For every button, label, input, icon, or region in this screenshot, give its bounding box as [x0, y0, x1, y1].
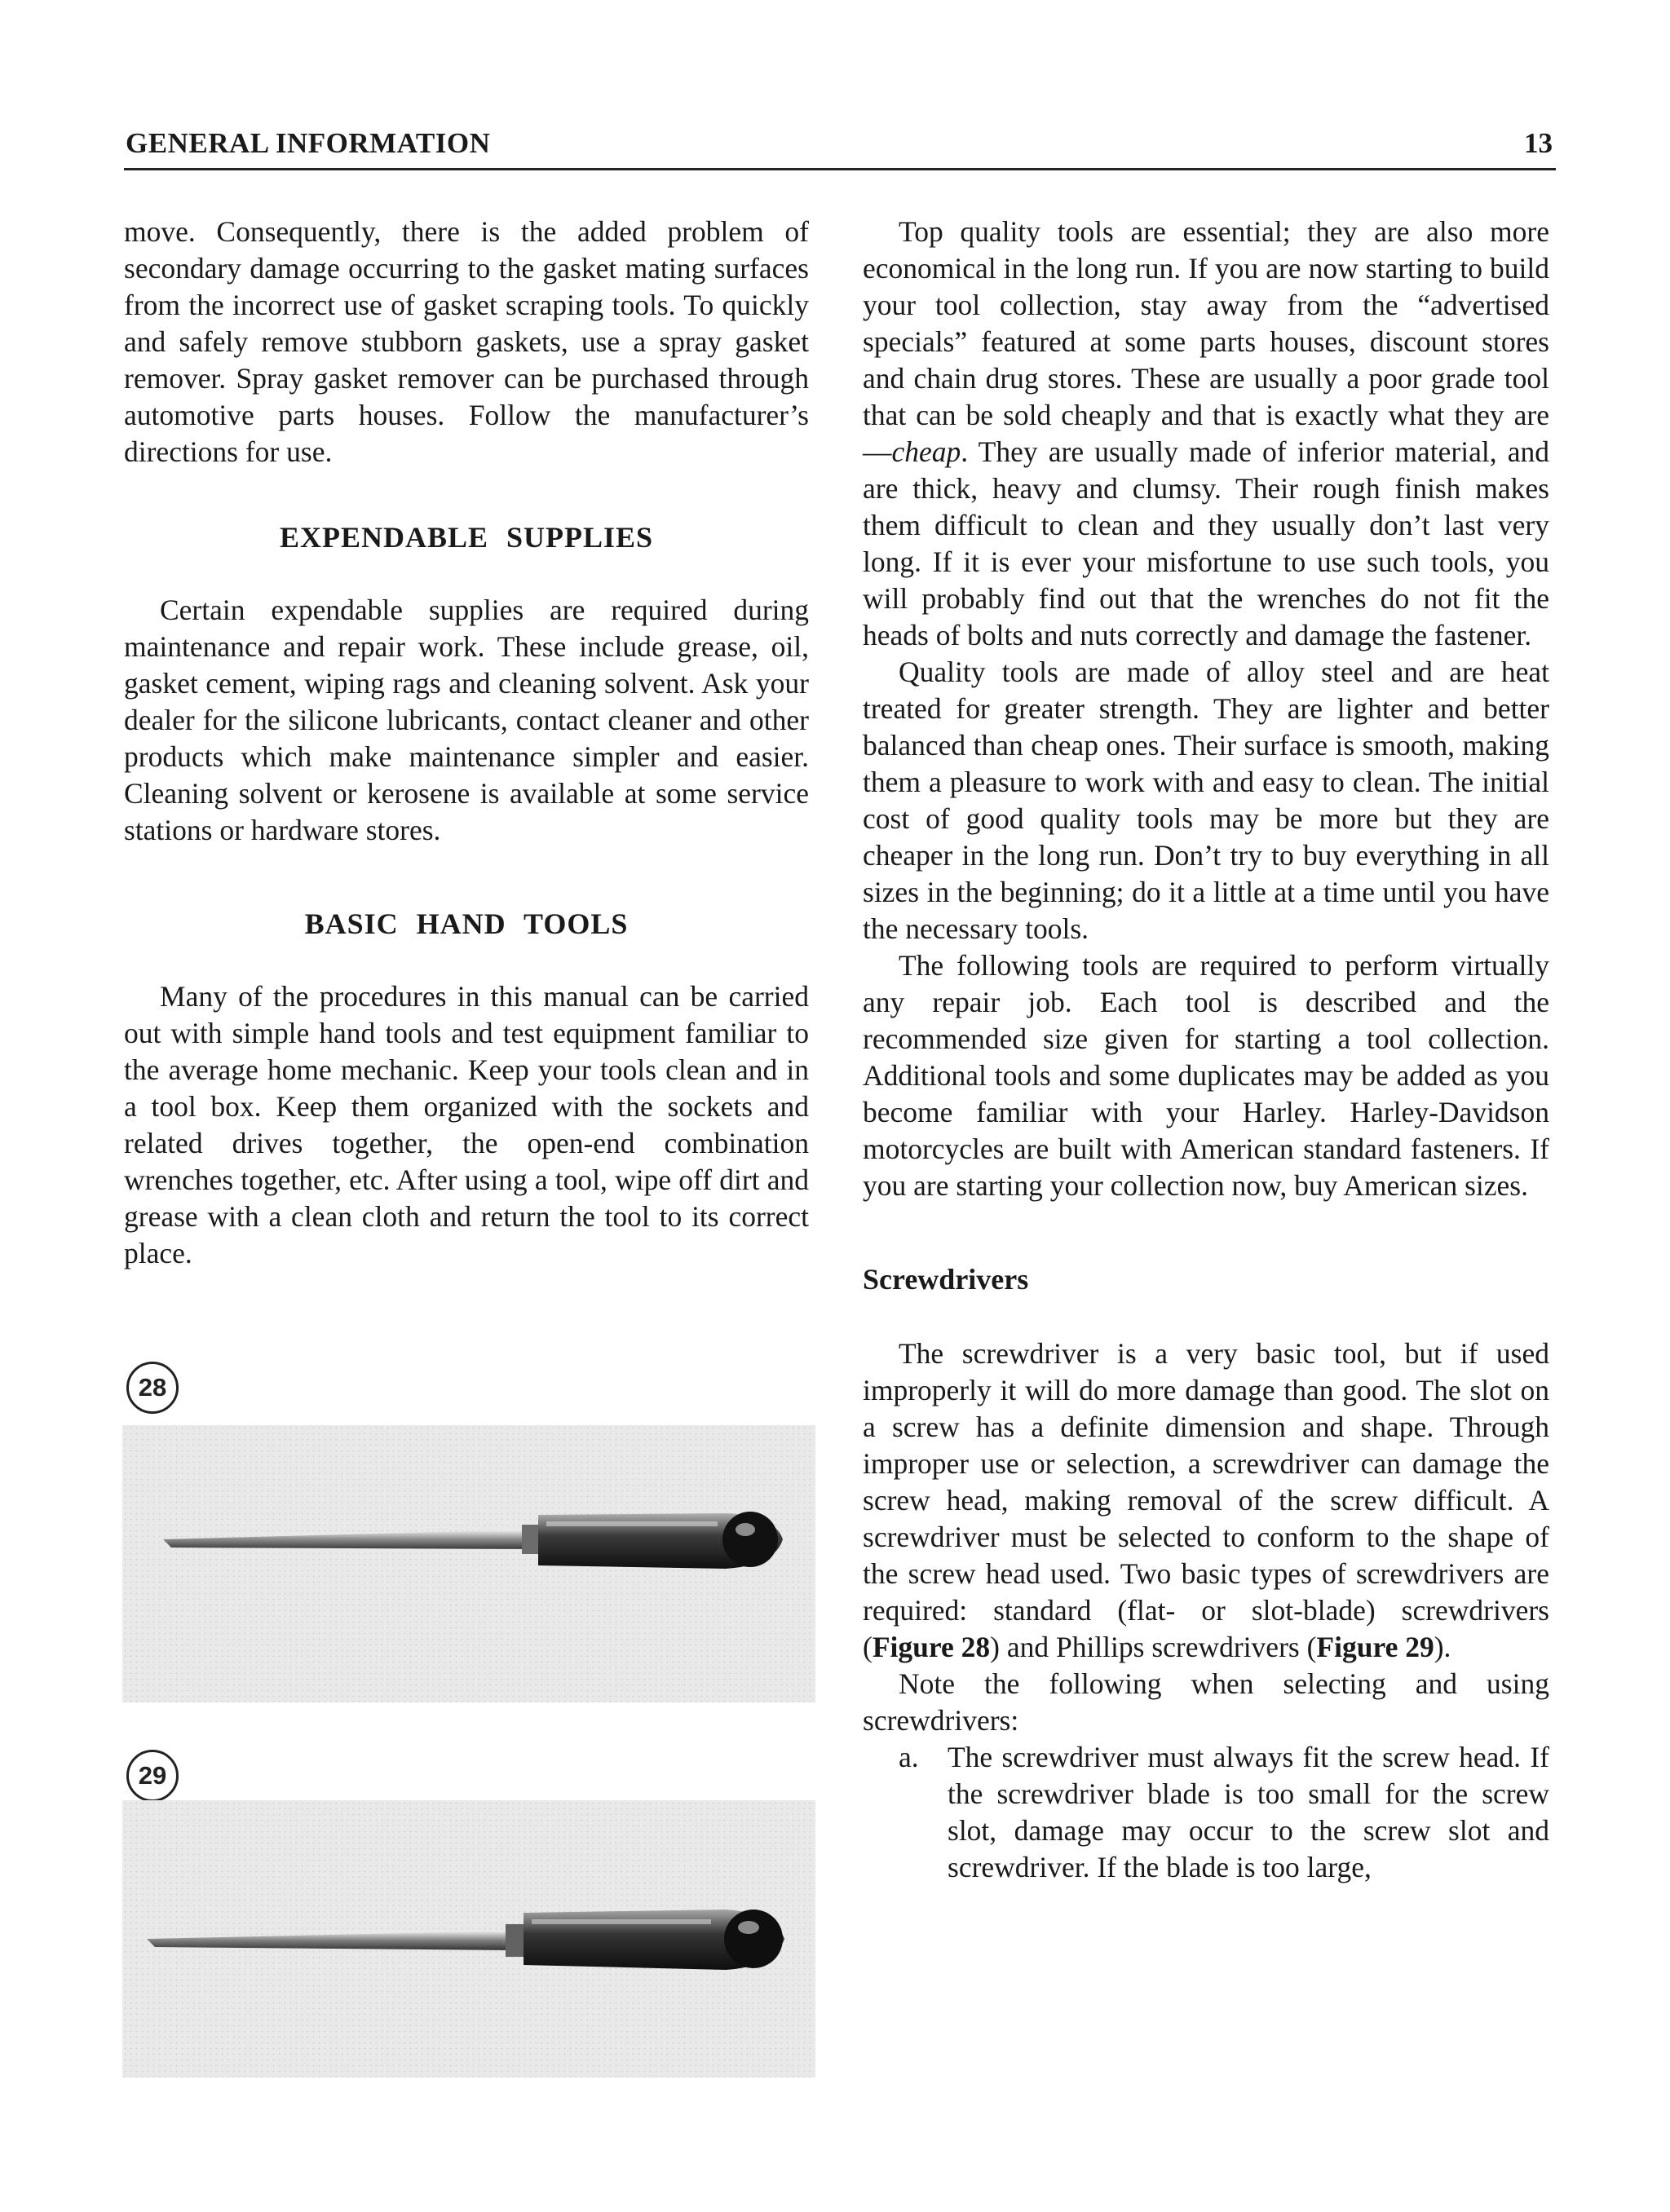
figure-28-reference: Figure 28	[872, 1631, 991, 1663]
basic-hand-tools-heading: BASIC HAND TOOLS	[304, 907, 629, 940]
quality-tools-paragraph	[863, 214, 1549, 654]
flat-screwdriver-image	[122, 1425, 815, 1702]
figure-29-photo	[122, 1800, 815, 2077]
list-item	[899, 1739, 1549, 1886]
figure-28-number: 28	[126, 1362, 179, 1414]
emphasis-cheap: cheap	[891, 435, 961, 468]
note-paragraph: Note the following when selecting and using screwdrivers:	[863, 1667, 1549, 1737]
screwdriver-text: The screwdriver is a very basic tool, but if used improperly it will do more damage than good. The slot on a screw has a definite dimension and shape. Through improper use or selection, a screwdriver can damage the screw head, making removal of the screw difficult. A screwdriver must be selected to conform to the shape of the screw head used. Two basic types of screwdrivers are required: standard (flat- or slot-blade) screwdrivers (	[863, 1337, 1549, 1663]
basic-hand-tools-paragraph: Many of the procedures in this manual can be carried out with simple hand tools and test equipment familiar to the average home mechanic. Keep your tools clean and in a tool box. Keep them organized with the sockets and related drives together, the open-end combination wrenches together, etc. After using a tool, wipe off dirt and grease with a clean cloth and return the tool to its correct place.	[124, 980, 809, 1269]
screwdriver-text-end: ).	[1434, 1631, 1451, 1663]
left-column	[124, 214, 809, 1272]
screwdrivers-heading: Screwdrivers	[863, 1263, 1029, 1296]
list-item-text: The screwdriver must always fit the screw head. If the screwdriver blade is too small for the screw slot, damage may occur to the screw slot and screwdriver. If the blade is too large,	[948, 1741, 1549, 1883]
expendable-supplies-heading: EXPENDABLE SUPPLIES	[279, 521, 654, 554]
header-title: GENERAL INFORMATION	[126, 127, 491, 159]
required-tools-paragraph: The following tools are required to perform virtually any repair job. Each tool is described and the recommended size given for starting a tool collection. Additional tools and some duplicates may be added as you become familiar with your Harley. Harley-Davidson motorcycles are built with American standard fasteners. If you are starting your collection now, buy American sizes.	[863, 949, 1549, 1202]
quality-tools-text: Top quality tools are essential; they are also more economical in the long run. If you are now starting to build your tool collection, stay away from the “advertised specials” featured at some parts houses, discount stores and chain drug stores. These are usually a poor grade tool that can be sold cheaply and that is exactly what they are—	[863, 215, 1549, 468]
list-marker: a.	[899, 1741, 919, 1773]
intro-paragraph: move. Consequently, there is the added problem of secondary damage occurring to the gasket mating surfaces from the incorrect use of gasket scraping tools. To quickly and safely remove stubborn gaskets, use a spray gasket remover. Spray gasket remover can be purchased through automotive parts houses. Follow the manufacturer’s directions for use.	[124, 215, 809, 468]
page-header	[124, 122, 1556, 170]
screwdriver-text-cont: ) and Phillips screwdrivers (	[990, 1631, 1317, 1663]
right-column	[863, 214, 1549, 1886]
figure-29-number: 29	[126, 1750, 179, 1802]
phillips-screwdriver-image	[122, 1800, 815, 2077]
screwdriver-notes-list	[863, 1739, 1549, 1886]
alloy-steel-paragraph: Quality tools are made of alloy steel and are heat treated for greater strength. They are lighter and better balanced than cheap ones. Their surface is smooth, making them a pleasure to work with and easy to clean. The initial cost of good quality tools may be more but they are cheaper in the long run. Don’t try to buy everything in all sizes in the beginning; do it a little at a time until you have the necessary tools.	[863, 656, 1549, 945]
figure-29-reference: Figure 29	[1316, 1631, 1434, 1663]
figures-area	[122, 1360, 815, 2077]
expendable-supplies-paragraph: Certain expendable supplies are required during maintenance and repair work. These include grease, oil, gasket cement, wiping rags and cleaning solvent. Ask your dealer for the silicone lubricants, contact cleaner and other products which make maintenance simpler and easier. Cleaning solvent or kerosene is available at some service stations or hardware stores.	[124, 594, 809, 846]
page-number: 13	[1524, 127, 1553, 159]
quality-tools-text-cont: . They are usually made of inferior material, and are thick, heavy and clumsy. Their rough finish makes them difficult to clean and they usually don’t last very long. If it is ever your misfortune to use such tools, you will probably find out that the wrenches do not fit the heads of bolts and nuts correctly and damage the fastener.	[863, 435, 1549, 651]
screwdriver-paragraph	[863, 1336, 1549, 1666]
figure-28-photo	[122, 1425, 815, 1702]
